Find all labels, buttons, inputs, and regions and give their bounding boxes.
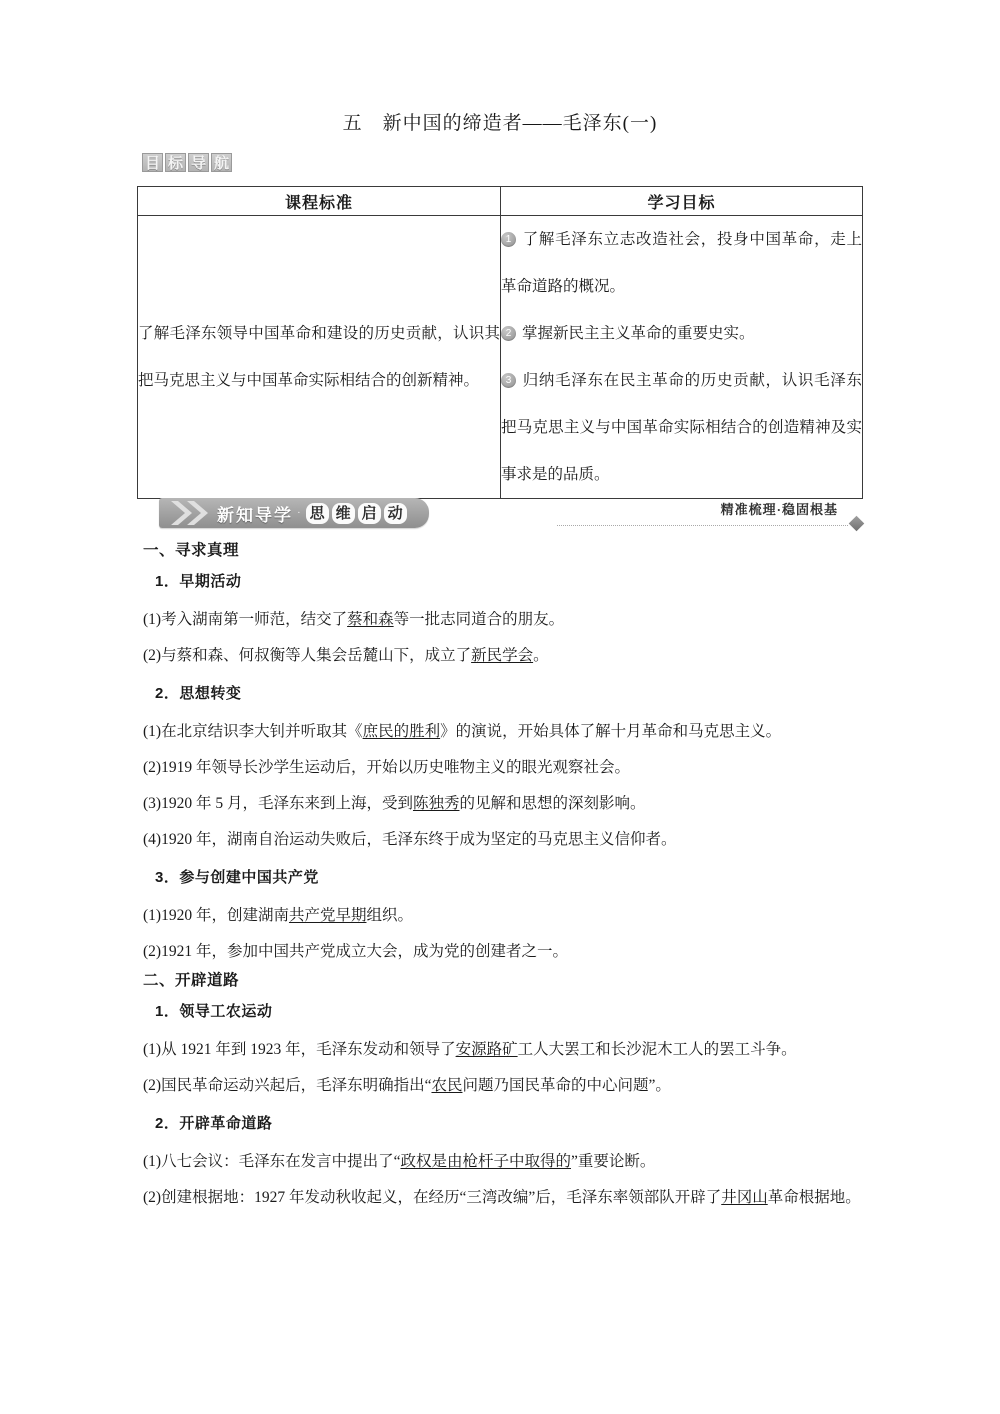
banner-boxed-char-3: 动 xyxy=(384,503,407,524)
content-item xyxy=(143,1144,863,1180)
item-text-after: 等一批志同道合的朋友。 xyxy=(393,611,565,628)
item-text-after: 的见解和思想的深刻影响。 xyxy=(459,795,646,812)
goal-badge-char-3: 航 xyxy=(211,153,232,172)
item-text-before: 从 1921 年到 1923 年，毛泽东发动和领导了 xyxy=(161,1041,456,1058)
content-item xyxy=(143,786,863,822)
banner-boxed-char-1: 维 xyxy=(332,503,355,524)
goal-number-icon: 2 xyxy=(501,326,516,341)
item-prefix: (1) xyxy=(143,907,162,924)
item-keyword-underlined: 陈独秀 xyxy=(412,795,460,812)
banner-boxed-char-2: 启 xyxy=(358,503,381,524)
item-prefix: (2) xyxy=(143,943,162,960)
body-content xyxy=(143,540,863,1216)
content-item xyxy=(143,602,863,638)
item-text-before: 1919 年领导长沙学生运动后，开始以历史唯物主义的眼光观察社会。 xyxy=(161,759,630,776)
item-text-before: 与蔡和森、何叔衡等人集会岳麓山下，成立了 xyxy=(161,647,472,664)
item-text-before: 国民革命运动兴起后，毛泽东明确指出“ xyxy=(161,1077,432,1094)
learning-goal-item xyxy=(501,357,862,498)
subsection-heading: 1．早期活动 xyxy=(155,573,242,590)
item-text-before: 考入湖南第一师范，结交了 xyxy=(161,611,348,628)
learning-goal-text: 了解毛泽东立志改造社会，投身中国革命，走上革命道路的概况。 xyxy=(501,231,862,295)
header-course-standard: 课程标准 xyxy=(138,187,501,216)
goal-badge-char-2: 导 xyxy=(188,153,209,172)
item-text-after: 革命根据地。 xyxy=(767,1189,861,1206)
item-prefix: (1) xyxy=(143,1041,162,1058)
banner-boxed-title xyxy=(306,503,407,524)
item-prefix: (4) xyxy=(143,831,162,848)
item-prefix: (1) xyxy=(143,1153,162,1170)
item-text-before: 在北京结识李大钊并听取其《 xyxy=(161,723,363,740)
item-keyword-underlined: 新民学会 xyxy=(471,647,534,664)
learning-goal-item xyxy=(501,216,862,310)
item-keyword-underlined: 农民 xyxy=(431,1077,463,1094)
item-text-after: ”重要论断。 xyxy=(570,1153,656,1170)
goal-number-icon: 3 xyxy=(501,373,516,388)
item-text-before: 八七会议：毛泽东在发言中提出了“ xyxy=(161,1153,401,1170)
item-text-after: 工人大罢工和长沙泥木工人的罢工斗争。 xyxy=(517,1041,797,1058)
page-title: 五 新中国的缔造者——毛泽东(一) xyxy=(342,113,658,134)
section-heading: 一、寻求真理 xyxy=(143,542,240,559)
banner-separator: · xyxy=(297,507,301,519)
content-item xyxy=(143,898,863,934)
item-keyword-underlined: 安源路矿 xyxy=(455,1041,518,1058)
section-heading: 二、开辟道路 xyxy=(143,972,240,989)
table-header-row xyxy=(138,187,863,216)
content-item xyxy=(143,750,863,786)
item-prefix: (1) xyxy=(143,611,162,628)
content-item xyxy=(143,714,863,750)
item-text-after: 问题乃国民革命的中心问题”。 xyxy=(462,1077,671,1094)
item-text-before: 1921 年，参加中国共产党成立大会，成为党的创建者之一。 xyxy=(161,943,568,960)
item-keyword-underlined: 政权是由枪杆子中取得的 xyxy=(400,1153,571,1170)
item-text-after: 组织。 xyxy=(366,907,413,924)
subsection-heading: 3．参与创建中国共产党 xyxy=(155,869,319,886)
content-item xyxy=(143,822,863,858)
subsection-heading: 1．领导工农运动 xyxy=(155,1003,273,1020)
item-text-after: 》的演说，开始具体了解十月革命和马克思主义。 xyxy=(440,723,782,740)
content-item xyxy=(143,638,863,674)
learning-goal-text: 归纳毛泽东在民主革命的历史贡献，认识毛泽东把马克思主义与中国革命实际相结合的创造精神及实事求是的品质。 xyxy=(501,372,862,483)
table-body-row xyxy=(138,216,863,499)
goal-badge-char-0: 目 xyxy=(142,153,163,172)
item-text-before: 1920 年，创建湖南 xyxy=(161,907,289,924)
banner-bar xyxy=(159,498,429,528)
content-item xyxy=(143,1180,863,1216)
item-text-before: 创建根据地：1927 年发动秋收起义，在经历“三湾改编”后，毛泽东率领部队开辟了 xyxy=(161,1189,722,1206)
item-keyword-underlined: 庶民的胜利 xyxy=(362,723,441,740)
content-item xyxy=(143,934,863,970)
item-prefix: (3) xyxy=(143,795,162,812)
banner-dotted-rule xyxy=(557,525,848,526)
goal-badge-char-1: 标 xyxy=(165,153,186,172)
cell-course-standard: 了解毛泽东领导中国革命和建设的历史贡献，认识其把马克思主义与中国革命实际相结合的创新精神。 xyxy=(138,216,501,499)
learning-goal-item xyxy=(501,310,862,357)
item-prefix: (2) xyxy=(143,1077,162,1094)
learning-goal-text: 掌握新民主主义革命的重要史实。 xyxy=(522,325,755,342)
content-item xyxy=(143,1032,863,1068)
cell-learning-goals xyxy=(501,216,863,499)
banner-title: 新知导学 xyxy=(217,505,293,525)
item-keyword-underlined: 井冈山 xyxy=(721,1189,768,1206)
objectives-table xyxy=(137,186,863,499)
subsection-heading: 2．思想转变 xyxy=(155,685,242,702)
item-prefix: (2) xyxy=(143,1189,162,1206)
goal-number-icon: 1 xyxy=(501,232,516,247)
goal-navigation-badge xyxy=(142,153,232,172)
banner-tagline: 精准梳理·稳固根基 xyxy=(720,502,838,517)
item-text-after: 。 xyxy=(533,647,549,664)
item-keyword-underlined: 共产党早期 xyxy=(288,907,367,924)
item-prefix: (1) xyxy=(143,723,162,740)
item-prefix: (2) xyxy=(143,647,162,664)
item-text-before: 1920 年 5 月，毛泽东来到上海，受到 xyxy=(161,795,413,812)
section-banner xyxy=(137,498,862,532)
subsection-heading: 2．开辟革命道路 xyxy=(155,1115,273,1132)
diamond-icon xyxy=(849,516,865,532)
content-item xyxy=(143,1068,863,1104)
item-prefix: (2) xyxy=(143,759,162,776)
item-keyword-underlined: 蔡和森 xyxy=(347,611,394,628)
header-learning-goals: 学习目标 xyxy=(501,187,863,216)
double-chevron-icon xyxy=(169,500,215,526)
item-text-before: 1920 年，湖南自治运动失败后，毛泽东终于成为坚定的马克思主义信仰者。 xyxy=(161,831,677,848)
banner-boxed-char-0: 思 xyxy=(306,503,329,524)
